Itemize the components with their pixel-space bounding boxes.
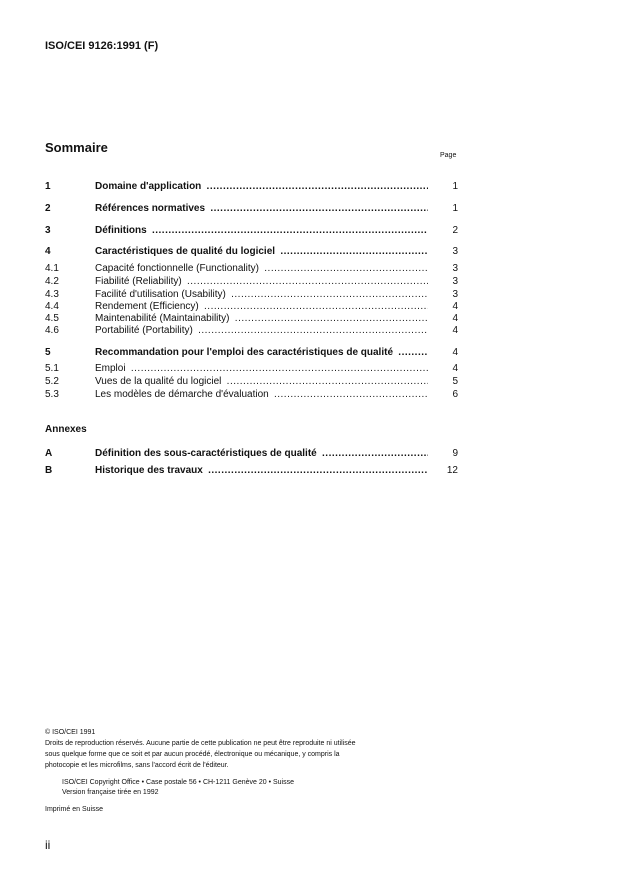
entry-title-label: Rendement (Efficiency) [95, 301, 199, 312]
entry-number: A [45, 448, 53, 459]
toc-entry [0, 325, 629, 339]
entry-number: 4.3 [45, 289, 59, 300]
entry-number: 3 [45, 225, 51, 236]
toc-entry [0, 263, 629, 277]
entry-title-label: Fiabilité (Reliability) [95, 276, 182, 287]
entry-number: 1 [45, 181, 51, 192]
entry-title-label: Références normatives [95, 203, 206, 214]
entry-number: 5 [45, 347, 51, 358]
entry-page: 3 [452, 246, 458, 257]
entry-title-label: Emploi [95, 363, 126, 374]
entry-title [95, 289, 428, 300]
entry-number: B [45, 465, 53, 476]
entry-number: 2 [45, 203, 51, 214]
page-column-label: Page [440, 152, 457, 159]
entry-title [95, 246, 428, 257]
entry-number: 5.3 [45, 389, 59, 400]
annex-entry [0, 448, 629, 462]
entry-title [95, 276, 428, 287]
copyright-notice: © ISO/CEI 1991 [45, 729, 96, 736]
entry-page: 2 [452, 225, 458, 236]
entry-page: 4 [452, 363, 458, 374]
page-title: Sommaire [45, 140, 108, 155]
entry-page: 3 [452, 263, 458, 274]
entry-title-label: Facilité d'utilisation (Usability) [95, 289, 226, 300]
entry-title-label: Historique des travaux [95, 465, 203, 476]
entry-page: 4 [452, 301, 458, 312]
entry-number: 4.2 [45, 276, 59, 287]
entry-title-label: Portabilité (Portability) [95, 325, 193, 336]
entry-title [95, 313, 428, 324]
entry-title [95, 363, 428, 374]
toc-entry [0, 347, 629, 361]
entry-number: 4.4 [45, 301, 59, 312]
entry-title-label: Vues de la qualité du logiciel [95, 376, 222, 387]
entry-title-label: Domaine d'application [95, 181, 202, 192]
toc-entry [0, 376, 629, 390]
toc-entry [0, 181, 629, 195]
entry-title-label: Maintenabilité (Maintainability) [95, 313, 230, 324]
entry-title [95, 376, 428, 387]
entry-page: 1 [452, 181, 458, 192]
toc-entry [0, 246, 629, 260]
entry-page: 4 [452, 313, 458, 324]
entry-page: 12 [446, 465, 458, 476]
entry-number: 5.1 [45, 363, 59, 374]
entry-page: 4 [452, 325, 458, 336]
page-number: ii [45, 838, 51, 852]
entry-page: 6 [452, 389, 458, 400]
entry-number: 5.2 [45, 376, 59, 387]
entry-title-label: Les modèles de démarche d'évaluation [95, 389, 269, 400]
entry-title-label: Capacité fonctionnelle (Functionality) [95, 263, 259, 274]
entry-number: 4.1 [45, 263, 59, 274]
entry-page: 5 [452, 376, 458, 387]
copyright-rights-3: photocopie et les microfilms, sans l'accord écrit de l'éditeur. [45, 762, 229, 769]
toc-entry [0, 225, 629, 239]
entry-number: 4.5 [45, 313, 59, 324]
entry-title [95, 389, 428, 400]
entry-title-label: Caractéristiques de qualité du logiciel [95, 246, 276, 257]
entry-page: 3 [452, 276, 458, 287]
entry-title [95, 448, 428, 459]
entry-page: 3 [452, 289, 458, 300]
entry-title [95, 225, 428, 236]
entry-title [95, 263, 428, 274]
entry-title [95, 203, 428, 214]
toc-entry [0, 203, 629, 217]
entry-title [95, 301, 428, 312]
copyright-rights: Droits de reproduction réservés. Aucune partie de cette publication ne peut être reproduite ni utilisée [45, 740, 356, 747]
toc-entry [0, 276, 629, 290]
entry-title [95, 325, 428, 336]
annex-entry [0, 465, 629, 479]
document-header: ISO/CEI 9126:1991 (F) [45, 40, 159, 52]
entry-title [95, 181, 428, 192]
entry-title-label: Définition des sous-caractéristiques de qualité [95, 448, 317, 459]
toc-entry [0, 363, 629, 377]
entry-page: 1 [452, 203, 458, 214]
entry-page: 4 [452, 347, 458, 358]
toc-entry [0, 389, 629, 403]
copyright-rights-2: sous quelque forme que ce soit et par aucun procédé, électronique ou mécanique, y compris la [45, 751, 340, 758]
annexes-heading: Annexes [45, 424, 87, 435]
entry-page: 9 [452, 448, 458, 459]
entry-title-label: Recommandation pour l'emploi des caractéristiques de qualité [95, 347, 394, 358]
version-note: Version française tirée en 1992 [62, 789, 159, 796]
entry-title-label: Définitions [95, 225, 147, 236]
entry-title [95, 347, 428, 358]
entry-number: 4 [45, 246, 51, 257]
entry-number: 4.6 [45, 325, 59, 336]
copyright-office: ISO/CEI Copyright Office • Case postale 56 • CH-1211 Genève 20 • Suisse [62, 779, 294, 786]
printed-in: Imprimé en Suisse [45, 806, 103, 813]
entry-title [95, 465, 428, 476]
